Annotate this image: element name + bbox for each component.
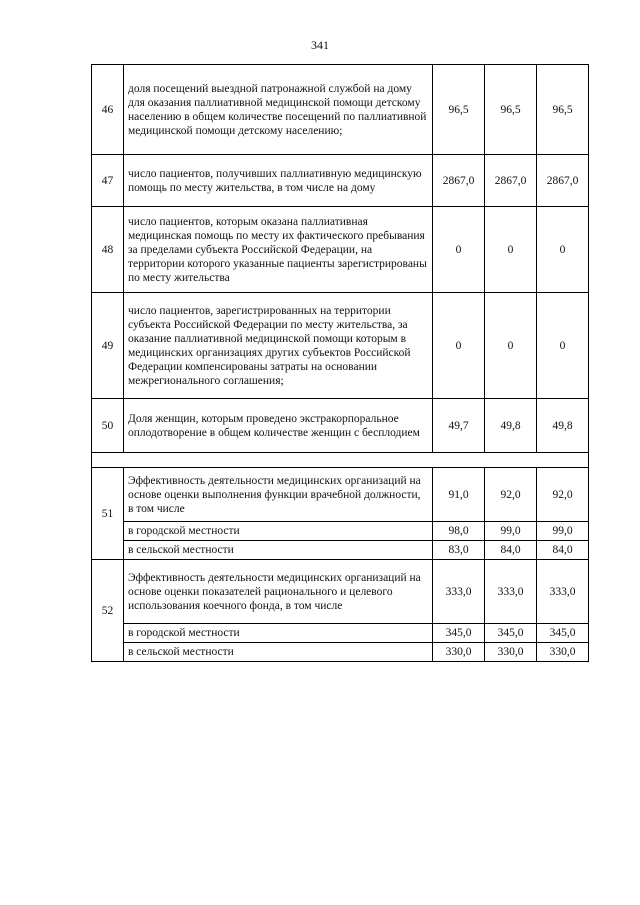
row-number: 51 [92, 468, 124, 560]
table-row [92, 399, 589, 453]
value-cell: 0 [433, 207, 485, 293]
value-cell: 330,0 [537, 643, 589, 662]
value-cell: 345,0 [433, 624, 485, 643]
value-cell: 330,0 [433, 643, 485, 662]
value-cell: 92,0 [537, 468, 589, 522]
value-cell: 49,7 [433, 399, 485, 453]
row-number: 52 [92, 560, 124, 662]
value-cell: 2867,0 [537, 155, 589, 207]
row-description: число пациентов, зарегистрированных на территории субъекта Российской Федерации по месту жительства, за оказание паллиативной медицинской помощи которым в медицинских организациях других субъектов Российской Федерации компенсированы затраты на основании межрегионального соглашения; [124, 293, 433, 399]
value-cell: 0 [537, 207, 589, 293]
value-cell: 0 [485, 207, 537, 293]
value-cell: 0 [433, 293, 485, 399]
value-cell: 99,0 [537, 522, 589, 541]
table-row [92, 293, 589, 399]
value-cell: 84,0 [537, 541, 589, 560]
row-description: Эффективность деятельности медицинских организаций на основе оценки выполнения функции врачебной должности, в том числе [124, 468, 433, 522]
row-description: в городской местности [124, 522, 433, 541]
value-cell: 345,0 [537, 624, 589, 643]
value-cell: 96,5 [537, 65, 589, 155]
row-description: в сельской местности [124, 643, 433, 662]
value-cell: 84,0 [485, 541, 537, 560]
table-row [92, 541, 589, 560]
row-description: число пациентов, которым оказана паллиативная медицинская помощь по месту их фактического пребывания за пределами субъекта Российской Федерации, на территории которого указанные пациенты зарегистрированы по месту жительства [124, 207, 433, 293]
value-cell: 98,0 [433, 522, 485, 541]
value-cell: 91,0 [433, 468, 485, 522]
value-cell: 2867,0 [433, 155, 485, 207]
value-cell: 96,5 [433, 65, 485, 155]
indicators-table [91, 64, 589, 662]
value-cell: 99,0 [485, 522, 537, 541]
row-description: в городской местности [124, 624, 433, 643]
value-cell: 0 [485, 293, 537, 399]
table-row [92, 624, 589, 643]
row-number: 46 [92, 65, 124, 155]
value-cell: 0 [537, 293, 589, 399]
row-number: 47 [92, 155, 124, 207]
value-cell: 333,0 [485, 560, 537, 624]
row-number: 48 [92, 207, 124, 293]
value-cell: 330,0 [485, 643, 537, 662]
row-description: Доля женщин, которым проведено экстракорпоральное оплодотворение в общем количестве женщин с бесплодием [124, 399, 433, 453]
table-row [92, 522, 589, 541]
value-cell: 49,8 [485, 399, 537, 453]
page-number: 341 [311, 38, 329, 52]
row-number: 49 [92, 293, 124, 399]
spacer-row [92, 453, 589, 468]
row-description: число пациентов, получивших паллиативную медицинскую помощь по месту жительства, в том числе на дому [124, 155, 433, 207]
table-row [92, 560, 589, 624]
row-description: в сельской местности [124, 541, 433, 560]
table-row [92, 468, 589, 522]
table-row [92, 155, 589, 207]
row-number: 50 [92, 399, 124, 453]
value-cell: 345,0 [485, 624, 537, 643]
table-row [92, 207, 589, 293]
value-cell: 333,0 [537, 560, 589, 624]
table-row [92, 643, 589, 662]
value-cell: 49,8 [537, 399, 589, 453]
row-description: доля посещений выездной патронажной службой на дому для оказания паллиативной медицинской помощи детскому населению в общем количестве посещений по паллиативной медицинской помощи детскому населению; [124, 65, 433, 155]
value-cell: 2867,0 [485, 155, 537, 207]
row-description: Эффективность деятельности медицинских организаций на основе оценки показателей рационального и целевого использования коечного фонда, в том числе [124, 560, 433, 624]
value-cell: 333,0 [433, 560, 485, 624]
table-row [92, 65, 589, 155]
value-cell: 96,5 [485, 65, 537, 155]
value-cell: 83,0 [433, 541, 485, 560]
value-cell: 92,0 [485, 468, 537, 522]
